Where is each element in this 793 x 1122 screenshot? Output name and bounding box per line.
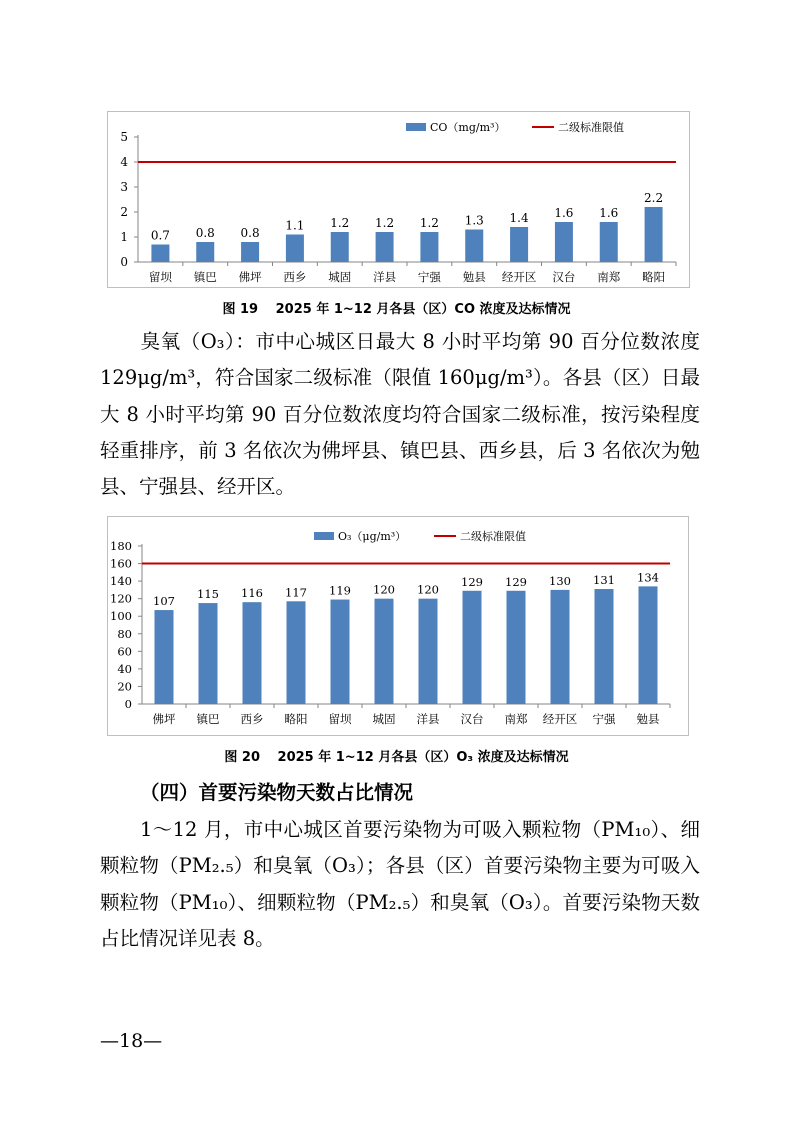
- o3-legend-label: O₃（μg/m³）: [338, 530, 407, 543]
- o3-bar: [595, 589, 614, 704]
- section-heading: （四）首要污染物天数占比情况: [140, 781, 414, 804]
- co-category-label: 宁强: [417, 270, 441, 284]
- co-value-label: 1.6: [554, 206, 574, 220]
- o3-category-label: 镇巴: [196, 712, 220, 726]
- co-category-label: 勉县: [462, 270, 486, 284]
- o3-category-label: 佛坪: [152, 712, 176, 726]
- o3-y-tick-label: 60: [117, 644, 132, 659]
- o3-bar: [155, 610, 174, 704]
- o3-value-label: 129: [461, 574, 483, 589]
- o3-chart: [107, 516, 689, 736]
- o3-category-label: 南郑: [504, 712, 528, 726]
- o3-y-tick-label: 100: [110, 609, 132, 624]
- co-category-label: 汉台: [552, 270, 576, 284]
- co-legend-label: CO（mg/m³）: [430, 121, 506, 134]
- co-value-label: 1.4: [509, 211, 529, 225]
- co-category-label: 南郑: [597, 270, 621, 284]
- co-value-label: 0.7: [150, 228, 170, 243]
- page-number: —18—: [100, 1030, 163, 1052]
- co-category-label: 城固: [328, 270, 352, 284]
- co-bar: [645, 207, 663, 262]
- o3-category-label: 留坝: [328, 712, 352, 726]
- o3-category-label: 勉县: [636, 712, 660, 726]
- co-category-label: 经开区: [501, 270, 537, 284]
- o3-legend-standard-label: 二级标准限值: [460, 530, 526, 543]
- co-category-label: 留坝: [148, 270, 172, 284]
- co-y-tick-label: 4: [120, 155, 128, 169]
- o3-y-tick-label: 40: [117, 661, 132, 676]
- o3-bar: [463, 591, 482, 704]
- o3-category-label: 略阳: [284, 712, 308, 726]
- co-y-tick-label: 5: [120, 130, 128, 144]
- co-bar: [510, 227, 528, 262]
- o3-y-tick-label: 180: [110, 539, 132, 553]
- ozone-paragraph-text: 臭氧（O₃）：市中心城区日最大 8 小时平均第 90 百分位数浓度 129μg/m³，符合国家二级标准（限值 160μg/m³）。各县（区）日最大 8 小时平均第 90 百分位数浓度均符合国家二级标准，按污染程度轻重排序，前 3 名依次为佛坪县、镇巴县、西乡县，后 3 名依次为勉县、宁强县、经开区。: [100, 330, 700, 499]
- co-value-label: 0.8: [240, 226, 260, 240]
- co-bar: [376, 232, 394, 262]
- co-bar: [420, 232, 438, 262]
- o3-value-label: 130: [549, 573, 571, 588]
- o3-chart-svg: [108, 517, 688, 735]
- co-y-tick-label: 1: [120, 230, 128, 244]
- o3-value-label: 120: [417, 582, 439, 597]
- co-value-label: 1.2: [419, 216, 439, 230]
- primary-pollutant-paragraph-text: 1～12 月，市中心城区首要污染物为可吸入颗粒物（PM₁₀）、细颗粒物（PM₂.₅）和臭氧（O₃）；各县（区）首要污染物主要为可吸入颗粒物（PM₁₀）、细颗粒物（PM₂.₅）和臭氧（O₃）。首要污染物天数占比情况详见表 8。: [100, 818, 700, 950]
- o3-category-label: 城固: [372, 712, 396, 726]
- o3-bar: [551, 590, 570, 704]
- o3-value-label: 120: [373, 582, 395, 597]
- co-bar: [465, 230, 483, 263]
- co-value-label: 0.8: [195, 226, 215, 240]
- co-bar: [600, 222, 618, 262]
- figure-20-caption: 图 20 2025 年 1~12 月各县（区）O₃ 浓度及达标情况: [224, 750, 569, 765]
- o3-category-label: 汉台: [460, 712, 484, 726]
- co-category-label: 略阳: [642, 270, 666, 284]
- o3-bar: [419, 599, 438, 704]
- o3-legend-swatch: [314, 532, 334, 540]
- co-bar: [241, 242, 259, 262]
- co-y-tick-label: 3: [120, 180, 128, 194]
- co-category-label: 洋县: [373, 270, 397, 284]
- o3-y-tick-label: 120: [110, 591, 132, 606]
- co-bar: [331, 232, 349, 262]
- o3-y-tick-label: 140: [110, 574, 132, 589]
- o3-value-label: 107: [153, 594, 175, 609]
- o3-legend: [314, 529, 526, 543]
- o3-value-label: 116: [241, 586, 263, 601]
- co-y-tick-label: 2: [120, 205, 128, 219]
- o3-bar: [243, 602, 262, 704]
- co-category-label: 佛坪: [238, 270, 262, 284]
- co-chart: [107, 111, 690, 288]
- co-value-label: 1.2: [375, 216, 395, 230]
- primary-pollutant-paragraph: [100, 812, 700, 957]
- o3-value-label: 129: [505, 574, 527, 589]
- o3-y-tick-label: 20: [117, 679, 132, 694]
- o3-category-label: 宁强: [592, 712, 616, 726]
- o3-value-label: 117: [285, 585, 307, 600]
- co-legend: [406, 120, 624, 134]
- co-chart-svg: [108, 112, 689, 287]
- o3-y-tick-label: 160: [110, 556, 132, 571]
- co-y-tick-label: 0: [120, 255, 128, 269]
- o3-value-label: 115: [197, 587, 219, 602]
- o3-bar: [639, 586, 658, 704]
- co-legend-standard-label: 二级标准限值: [558, 121, 624, 134]
- o3-bar: [287, 601, 306, 704]
- co-value-label: 1.6: [599, 206, 619, 220]
- o3-value-label: 119: [329, 583, 351, 598]
- figure-19-caption: 图 19 2025 年 1~12 月各县（区）CO 浓度及达标情况: [222, 302, 571, 317]
- o3-y-tick-label: 80: [117, 626, 132, 641]
- ozone-paragraph: [100, 324, 700, 505]
- o3-bar: [375, 599, 394, 704]
- co-bar: [555, 222, 573, 262]
- o3-bar: [331, 600, 350, 704]
- o3-category-label: 洋县: [416, 712, 440, 726]
- o3-category-label: 经开区: [542, 712, 578, 726]
- co-legend-swatch: [406, 123, 426, 131]
- o3-value-label: 134: [637, 570, 659, 585]
- co-value-label: 1.1: [285, 218, 305, 233]
- co-value-label: 1.2: [330, 216, 350, 230]
- o3-value-label: 131: [593, 573, 615, 588]
- co-category-label: 西乡: [283, 270, 307, 284]
- o3-category-label: 西乡: [240, 712, 264, 726]
- co-bar: [286, 235, 304, 263]
- co-value-label: 1.3: [464, 213, 484, 228]
- co-bar: [151, 245, 169, 263]
- co-bar: [196, 242, 214, 262]
- co-value-label: 2.2: [644, 191, 664, 205]
- o3-bar: [199, 603, 218, 704]
- o3-y-tick-label: 0: [124, 697, 132, 711]
- o3-bar: [507, 591, 526, 704]
- co-category-label: 镇巴: [193, 270, 217, 284]
